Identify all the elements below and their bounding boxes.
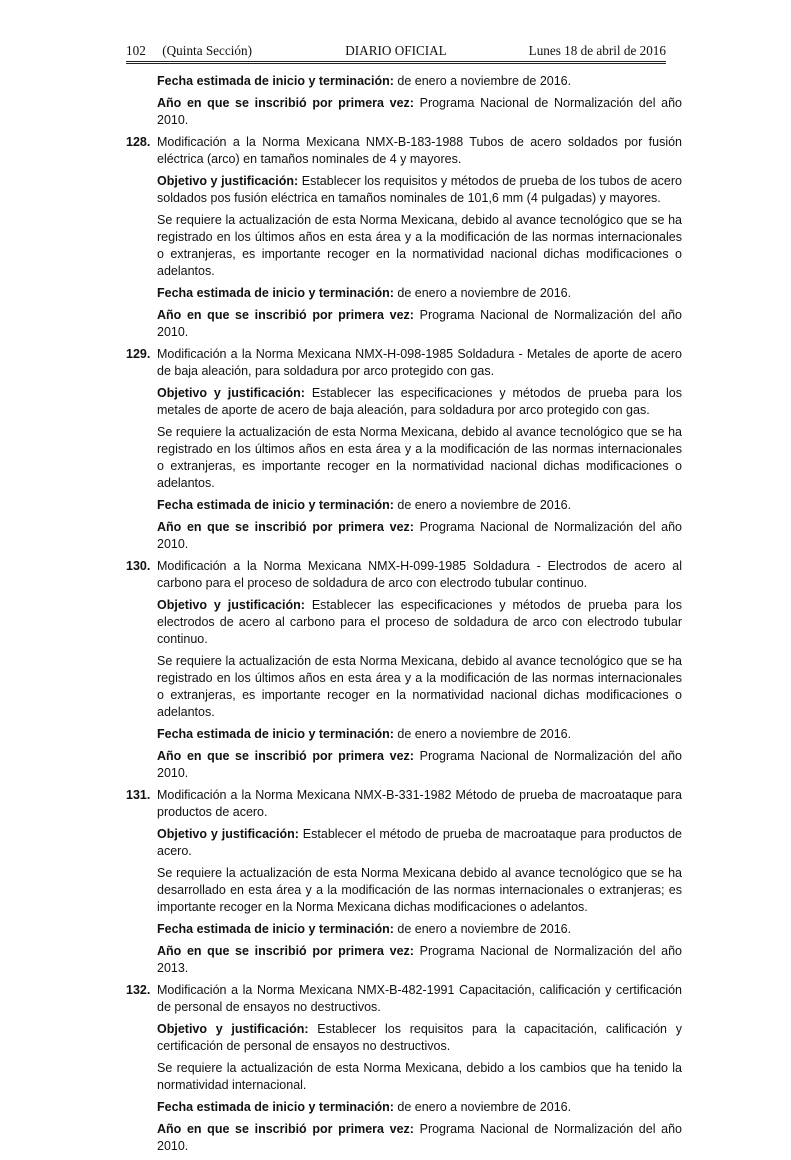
item-title-text: Modificación a la Norma Mexicana NMX-B-482-1991 Capacitación, calificación y certificación de personal de ensayos no destructivos. — [157, 983, 682, 1014]
objetivo-label: Objetivo y justificación: — [157, 827, 299, 841]
item-number: 128. — [126, 135, 151, 149]
item-title — [126, 982, 682, 1016]
anio-value: Programa Nacional de Normalización del año 2010. — [157, 749, 682, 780]
fecha-label: Fecha estimada de inicio y terminación: — [157, 922, 394, 936]
item-justificacion: Se requiere la actualización de esta Norma Mexicana debido al avance tecnológico que se ha desarrollado en esta área y a la modificación de las normas internacionales o extranjeras; es importante recoger en la Norma Mexicana dichas modificaciones o adelantos. — [157, 866, 682, 914]
fecha-value: de enero a noviembre de 2016. — [393, 286, 572, 300]
item-title — [126, 346, 682, 380]
objetivo-text: Establecer las especificaciones y métodos de prueba para los electrodos de acero al carbono para el proceso de soldadura de arco con electrodo tubular continuo. — [157, 598, 682, 646]
fecha-label: Fecha estimada de inicio y terminación: — [157, 74, 394, 88]
item-objetivo — [126, 826, 682, 860]
anio-label: Año en que se inscribió por primera vez: — [157, 96, 414, 110]
anio-value: Programa Nacional de Normalización del año 2013. — [157, 944, 682, 975]
objetivo-label: Objetivo y justificación: — [157, 1022, 309, 1036]
item-fecha — [126, 285, 682, 302]
item-objetivo — [126, 597, 682, 648]
anio-value: Programa Nacional de Normalización del año 2010. — [157, 308, 682, 339]
item-anio — [126, 307, 682, 341]
item-number: 132. — [126, 983, 151, 997]
anio-label: Año en que se inscribió por primera vez: — [157, 308, 414, 322]
item-fecha — [126, 726, 682, 743]
list-item — [126, 982, 686, 1155]
objetivo-text: Establecer los requisitos para la capacitación, calificación y certificación de personal de ensayos no destructivos. — [157, 1022, 682, 1053]
item-anio — [126, 519, 682, 553]
fecha-value: de enero a noviembre de 2016. — [393, 1100, 572, 1114]
anio-value: Programa Nacional de Normalización del año 2010. — [157, 1122, 682, 1153]
objetivo-text: Establecer las especificaciones y métodos de prueba para los metales de aporte de acero de baja aleación, para soldadura por arco protegido con gas. — [157, 386, 682, 417]
intro-anio — [126, 95, 682, 129]
fecha-value: de enero a noviembre de 2016. — [393, 498, 572, 512]
fecha-label: Fecha estimada de inicio y terminación: — [157, 1100, 394, 1114]
item-title — [126, 134, 682, 168]
item-justificacion: Se requiere la actualización de esta Norma Mexicana, debido a los cambios que ha tenido la normatividad internacional. — [157, 1061, 682, 1092]
list-item — [126, 558, 686, 782]
item-anio — [126, 748, 682, 782]
objetivo-text: Establecer los requisitos y métodos de prueba de los tubos de acero soldados pos fusión eléctrica en tamaños nominales de 101,6 mm (4 pulgadas) y mayores. — [157, 174, 682, 205]
objetivo-label: Objetivo y justificación: — [157, 598, 305, 612]
fecha-label: Fecha estimada de inicio y terminación: — [157, 727, 394, 741]
item-objetivo — [126, 385, 682, 419]
item-fecha — [126, 497, 682, 514]
anio-label: Año en que se inscribió por primera vez: — [157, 1122, 414, 1136]
anio-value: Programa Nacional de Normalización del año 2010. — [157, 96, 682, 127]
header-rule — [126, 61, 666, 64]
header-page-section: 102 (Quinta Sección) — [126, 43, 252, 58]
anio-label: Año en que se inscribió por primera vez: — [157, 520, 414, 534]
list-item — [126, 787, 686, 977]
header-publication-title: DIARIO OFICIAL — [345, 43, 447, 58]
header-date: Lunes 18 de abril de 2016 — [528, 43, 666, 58]
fecha-label: Fecha estimada de inicio y terminación: — [157, 286, 394, 300]
anio-label: Año en que se inscribió por primera vez: — [157, 944, 414, 958]
item-title — [126, 558, 682, 592]
item-fecha — [126, 921, 682, 938]
fecha-value: de enero a noviembre de 2016. — [393, 922, 572, 936]
item-number: 130. — [126, 559, 151, 573]
item-justificacion: Se requiere la actualización de esta Norma Mexicana, debido al avance tecnológico que se ha registrado en los últimos años en esta área y a la modificación de las normas internacionales o extranjeras, es importante recoger en la normatividad nacional dichas modificaciones o adelantos. — [157, 654, 682, 719]
page-header — [126, 42, 666, 60]
item-justificacion: Se requiere la actualización de esta Norma Mexicana, debido al avance tecnológico que se ha registrado en los últimos años en esta área y a la modificación de las normas internacionales o extranjeras, es importante recoger en la normatividad nacional dichas modificaciones o adelantos. — [157, 425, 682, 490]
item-number: 129. — [126, 347, 151, 361]
fecha-label: Fecha estimada de inicio y terminación: — [157, 498, 394, 512]
item-justificacion: Se requiere la actualización de esta Norma Mexicana, debido al avance tecnológico que se ha registrado en los últimos años en esta área y a la modificación de las normas internacionales o extranjeras, es importante recoger en la normatividad nacional dichas modificaciones o adelantos. — [157, 213, 682, 278]
fecha-value: de enero a noviembre de 2016. — [393, 74, 572, 88]
intro-fecha — [126, 73, 682, 90]
item-fecha — [126, 1099, 682, 1116]
item-anio — [126, 943, 682, 977]
objetivo-label: Objetivo y justificación: — [157, 386, 305, 400]
item-title-text: Modificación a la Norma Mexicana NMX-H-098-1985 Soldadura - Metales de aporte de acero de baja aleación, para soldadura por arco protegido con gas. — [157, 347, 682, 378]
item-title — [126, 787, 682, 821]
item-title-text: Modificación a la Norma Mexicana NMX-B-331-1982 Método de prueba de macroataque para productos de acero. — [157, 788, 682, 819]
item-objetivo — [126, 173, 682, 207]
list-item — [126, 346, 686, 553]
item-objetivo — [126, 1021, 682, 1055]
objetivo-label: Objetivo y justificación: — [157, 174, 299, 188]
list-item — [126, 134, 686, 341]
item-anio — [126, 1121, 682, 1155]
fecha-value: de enero a noviembre de 2016. — [393, 727, 572, 741]
item-title-text: Modificación a la Norma Mexicana NMX-H-099-1985 Soldadura - Electrodos de acero al carbono para el proceso de soldadura de arco con electrodo tubular continuo. — [157, 559, 682, 590]
item-number: 131. — [126, 788, 151, 802]
anio-label: Año en que se inscribió por primera vez: — [157, 749, 414, 763]
document-body — [126, 73, 686, 1160]
item-title-text: Modificación a la Norma Mexicana NMX-B-183-1988 Tubos de acero soldados por fusión eléctrica (arco) en tamaños nominales de 4 y mayores. — [157, 135, 682, 166]
anio-value: Programa Nacional de Normalización del año 2010. — [157, 520, 682, 551]
objetivo-text: Establecer el método de prueba de macroataque para productos de acero. — [157, 827, 683, 858]
